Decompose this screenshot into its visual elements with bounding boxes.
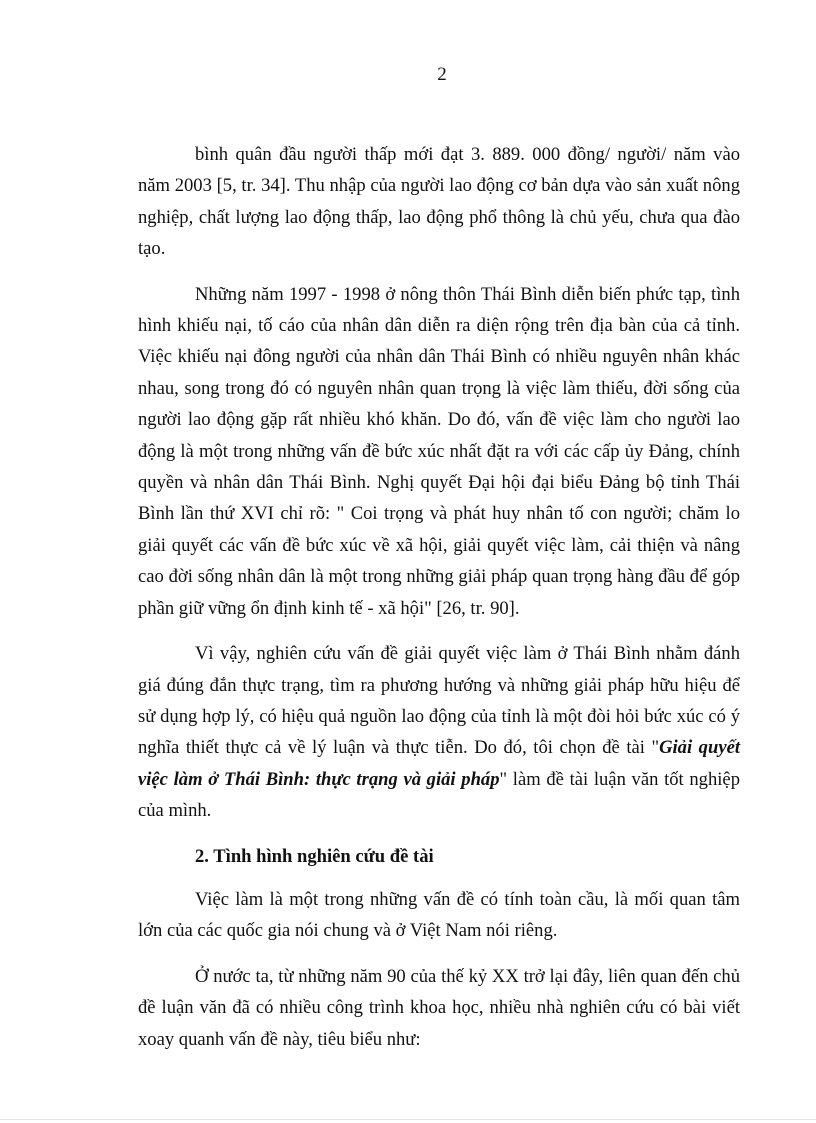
document-body [138,139,740,1069]
paragraph-complaints: Những năm 1997 - 1998 ở nông thôn Thái Bình diễn biến phức tạp, tình hình khiếu nại, tố cáo của nhân dân diễn ra diện rộng trên địa bàn của cả tỉnh. Việc khiếu nại đông người của nhân dân Thái Bình có nhiều nguyên nhân khác nhau, song trong đó có nguyên nhân quan trọng là việc làm thiếu, đời sống của người lao động gặp rất nhiều khó khăn. Do đó, vấn đề việc làm cho người lao động là một trong những vấn đề bức xúc nhất đặt ra với các cấp ủy Đảng, chính quyền và nhân dân Thái Bình. Nghị quyết Đại hội đại biểu Đảng bộ tỉnh Thái Bình lần thứ XVI chỉ rõ: " Coi trọng và phát huy nhân tố con người; chăm lo giải quyết các vấn đề bức xúc về xã hội, giải quyết việc làm, cải thiện và nâng cao đời sống nhân dân là một trong những giải pháp quan trọng hàng đầu để góp phần giữ vững ổn định kinh tế - xã hội" [26, tr. 90]. [138,283,740,619]
topic-intro-text: Vì vậy, nghiên cứu vấn đề giải quyết việc làm ở Thái Bình nhằm đánh giá đúng đắn thực trạng, tìm ra phương hướng và những giải pháp hữu hiệu để sử dụng hợp lý, có hiệu quả nguồn lao động của tỉnh là một đòi hỏi bức xúc có ý nghĩa thiết thực cả về lý luận và thực tiễn. Do đó, tôi chọn đề tài " [138,643,740,759]
topic-outro-text: " làm đề tài luận văn tốt nghiệp của mình. [138,768,740,822]
section-heading-research-status: 2. Tình hình nghiên cứu đề tài [195,845,434,867]
page-bottom-divider [0,1119,816,1120]
paragraph-income: bình quân đầu người thấp mới đạt 3. 889. 000 đồng/ người/ năm vào năm 2003 [5, tr. 34]. Thu nhập của người lao động cơ bản dựa vào sản xuất nông nghiệp, chất lượng lao động thấp, lao động phổ thông là chủ yếu, chưa qua đào tạo. [138,144,740,260]
thesis-title: Giải quyết việc làm ở Thái Bình: thực trạng và giải pháp [138,737,740,790]
paragraph-employment-global: Việc làm là một trong những vấn đề có tính toàn cầu, là mối quan tâm lớn của các quốc gia nói chung và ở Việt Nam nói riêng. [138,888,740,942]
paragraph-research-works: Ở nước ta, từ những năm 90 của thế kỷ XX trở lại đây, liên quan đến chủ đề luận văn đã có nhiều công trình khoa học, nhiều nhà nghiên cứu có bài viết xoay quanh vấn đề này, tiêu biểu như: [138,965,740,1050]
page-number: 2 [437,64,447,85]
paragraph-topic-choice [138,638,740,826]
